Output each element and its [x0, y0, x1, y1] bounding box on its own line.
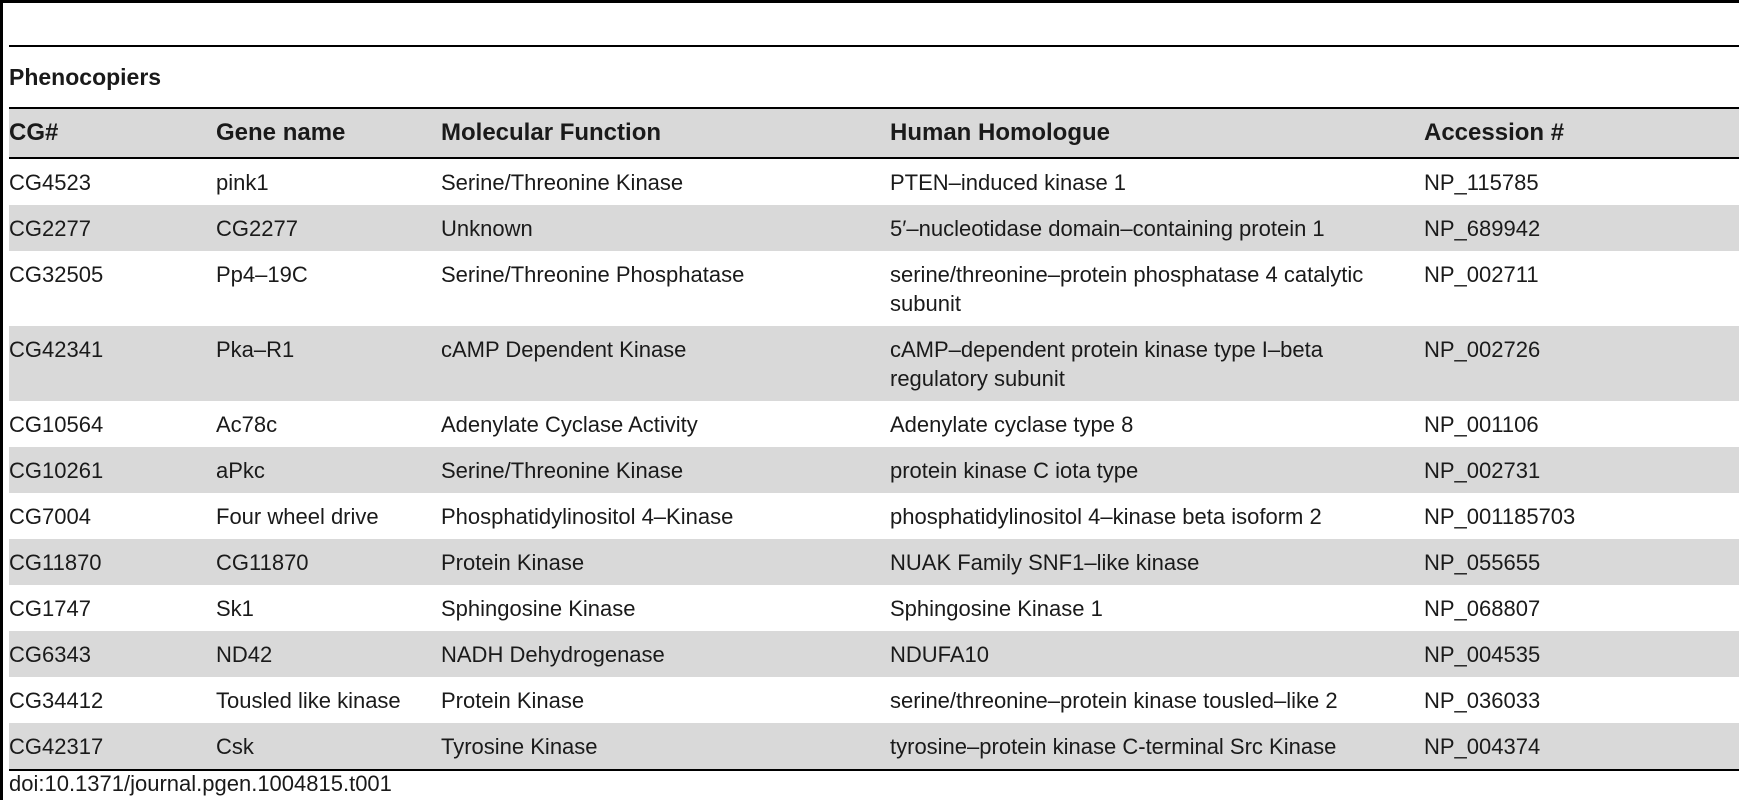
cell-human-homologue: PTEN–induced kinase 1: [890, 170, 1127, 195]
cell-molecular-function: cAMP Dependent Kinase: [441, 337, 687, 362]
cell-molecular-function: Adenylate Cyclase Activity: [441, 412, 698, 437]
cell-molecular-function: Serine/Threonine Phosphatase: [441, 262, 745, 287]
header-human-homologue: Human Homologue: [890, 119, 1110, 146]
cell-accession: NP_055655: [1424, 550, 1541, 575]
section-title: Phenocopiers: [9, 64, 162, 90]
cell-cg-number: CG1747: [9, 596, 91, 621]
cell-accession: NP_115785: [1424, 170, 1539, 195]
cell-molecular-function: Phosphatidylinositol 4–Kinase: [441, 504, 734, 529]
cell-molecular-function: Serine/Threonine Kinase: [441, 170, 684, 195]
table-row: [9, 677, 1739, 723]
cell-molecular-function: Serine/Threonine Kinase: [441, 458, 684, 483]
cell-cg-number: CG42341: [9, 337, 104, 362]
cell-molecular-function: Sphingosine Kinase: [441, 596, 636, 621]
cell-molecular-function: Protein Kinase: [441, 550, 585, 575]
header-cg-number: CG#: [9, 119, 59, 146]
cell-cg-number: CG2277: [9, 216, 91, 241]
table-row: [9, 205, 1739, 251]
cell-cg-number: CG34412: [9, 688, 104, 713]
cell-gene-name: aPkc: [216, 458, 265, 483]
table-row: [9, 493, 1739, 539]
cell-human-homologue: 5′–nucleotidase domain–containing protein 1: [890, 216, 1325, 241]
cell-accession: NP_002726: [1424, 337, 1541, 362]
cell-accession: NP_068807: [1424, 596, 1541, 621]
table-row: [9, 585, 1739, 631]
cell-gene-name: Pka–R1: [216, 337, 295, 362]
cell-gene-name: pink1: [216, 170, 269, 195]
cell-human-homologue: NDUFA10: [890, 642, 990, 667]
cell-accession: NP_002711: [1424, 262, 1539, 287]
table-row: [9, 631, 1739, 677]
cell-cg-number: CG10261: [9, 458, 104, 483]
cell-cg-number: CG10564: [9, 412, 104, 437]
table-row: [9, 251, 1739, 326]
cell-accession: NP_036033: [1424, 688, 1541, 713]
table-row: [9, 723, 1739, 770]
cell-accession: NP_002731: [1424, 458, 1541, 483]
cell-accession: NP_004374: [1424, 734, 1541, 759]
cell-accession: NP_001185703: [1424, 504, 1576, 529]
header-gene-name: Gene name: [216, 119, 346, 146]
header-molecular-function: Molecular Function: [441, 119, 662, 146]
cell-human-homologue: serine/threonine–protein kinase tousled–like 2: [890, 688, 1338, 713]
cell-gene-name: Tousled like kinase: [216, 688, 401, 713]
cell-cg-number: CG32505: [9, 262, 104, 287]
cell-molecular-function: Protein Kinase: [441, 688, 585, 713]
cell-gene-name: CG11870: [216, 550, 309, 575]
cell-cg-number: CG4523: [9, 170, 91, 195]
table-row: [9, 326, 1739, 401]
cell-human-homologue: serine/threonine–protein phosphatase 4 catalytic subunit: [890, 262, 1364, 316]
table-container: [9, 45, 1739, 771]
phenocopiers-table: [9, 107, 1739, 771]
cell-gene-name: Pp4–19C: [216, 262, 308, 287]
cell-gene-name: CG2277: [216, 216, 298, 241]
top-border: [0, 0, 1739, 3]
cell-cg-number: CG11870: [9, 550, 102, 575]
cell-human-homologue: NUAK Family SNF1–like kinase: [890, 550, 1200, 575]
cell-cg-number: CG6343: [9, 642, 91, 667]
table-row: [9, 447, 1739, 493]
cell-gene-name: Sk1: [216, 596, 254, 621]
cell-gene-name: Four wheel drive: [216, 504, 379, 529]
header-accession: Accession #: [1424, 119, 1565, 146]
cell-human-homologue: phosphatidylinositol 4–kinase beta isoform 2: [890, 504, 1322, 529]
cell-human-homologue: cAMP–dependent protein kinase type I–beta regulatory subunit: [890, 337, 1323, 391]
cell-cg-number: CG42317: [9, 734, 104, 759]
cell-cg-number: CG7004: [9, 504, 91, 529]
cell-gene-name: Csk: [216, 734, 254, 759]
table-row: [9, 539, 1739, 585]
cell-accession: NP_689942: [1424, 216, 1541, 241]
cell-molecular-function: NADH Dehydrogenase: [441, 642, 665, 667]
header-row: [9, 108, 1739, 158]
cell-accession: NP_001106: [1424, 412, 1539, 437]
cell-gene-name: ND42: [216, 642, 273, 667]
doi-caption: doi:10.1371/journal.pgen.1004815.t001: [9, 771, 392, 796]
cell-human-homologue: protein kinase C iota type: [890, 458, 1139, 483]
table-row: [9, 158, 1739, 205]
cell-human-homologue: Sphingosine Kinase 1: [890, 596, 1103, 621]
cell-accession: NP_004535: [1424, 642, 1541, 667]
cell-human-homologue: tyrosine–protein kinase C-terminal Src Kinase: [890, 734, 1337, 759]
cell-gene-name: Ac78c: [216, 412, 278, 437]
left-border: [0, 0, 3, 800]
cell-molecular-function: Unknown: [441, 216, 533, 241]
table-row: [9, 401, 1739, 447]
cell-human-homologue: Adenylate cyclase type 8: [890, 412, 1134, 437]
cell-molecular-function: Tyrosine Kinase: [441, 734, 598, 759]
